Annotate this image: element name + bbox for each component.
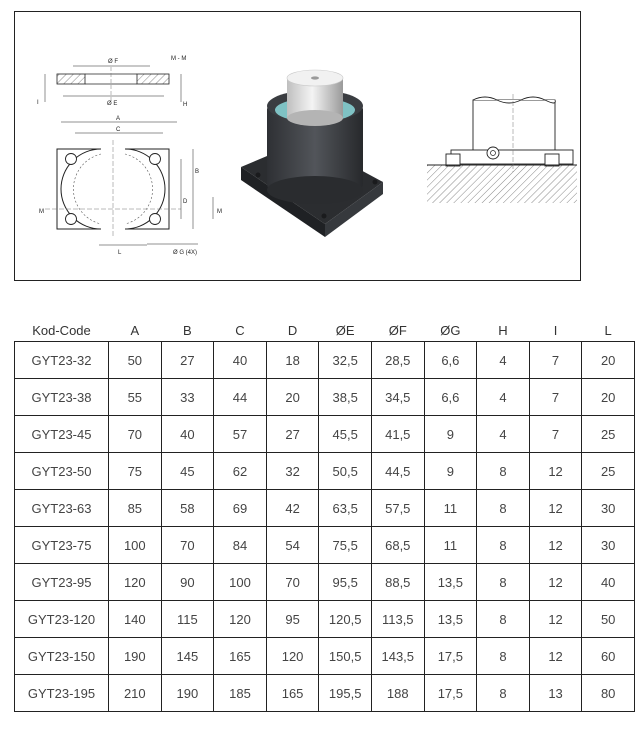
technical-drawing-panel <box>14 11 581 281</box>
section-view <box>37 56 187 108</box>
plan-view <box>39 116 222 256</box>
table-row <box>15 379 635 416</box>
product-render <box>241 70 383 237</box>
value-cell: 190 <box>161 675 214 712</box>
value-cell: 185 <box>214 675 267 712</box>
technical-drawing <box>15 12 582 282</box>
label-h: H <box>183 102 188 108</box>
code-cell: GYT23-63 <box>15 490 109 527</box>
value-cell: 62 <box>214 453 267 490</box>
value-cell: 165 <box>214 638 267 675</box>
code-cell: GYT23-45 <box>15 416 109 453</box>
value-cell: 140 <box>109 601 162 638</box>
value-cell: 8 <box>477 601 530 638</box>
value-cell: 195,5 <box>319 675 372 712</box>
label-section-mm: M - M <box>171 56 187 62</box>
value-cell: 50 <box>582 601 635 638</box>
label-m-left: M <box>39 209 44 215</box>
value-cell: 54 <box>266 527 319 564</box>
value-cell: 12 <box>529 601 582 638</box>
value-cell: 4 <box>477 416 530 453</box>
column-header: L <box>582 319 635 342</box>
label-b: B <box>195 169 200 175</box>
value-cell: 84 <box>214 527 267 564</box>
column-header: I <box>529 319 582 342</box>
value-cell: 25 <box>582 453 635 490</box>
value-cell: 13,5 <box>424 601 477 638</box>
value-cell: 75,5 <box>319 527 372 564</box>
table-row <box>15 453 635 490</box>
value-cell: 120 <box>266 638 319 675</box>
value-cell: 8 <box>477 564 530 601</box>
code-cell: GYT23-50 <box>15 453 109 490</box>
column-header: Kod-Code <box>15 319 109 342</box>
value-cell: 210 <box>109 675 162 712</box>
value-cell: 4 <box>477 379 530 416</box>
label-d: D <box>183 199 188 205</box>
table-row <box>15 564 635 601</box>
value-cell: 100 <box>214 564 267 601</box>
value-cell: 190 <box>109 638 162 675</box>
value-cell: 33 <box>161 379 214 416</box>
label-g: Ø G (4X) <box>173 250 198 256</box>
value-cell: 63,5 <box>319 490 372 527</box>
value-cell: 8 <box>477 638 530 675</box>
value-cell: 90 <box>161 564 214 601</box>
value-cell: 70 <box>266 564 319 601</box>
label-c: C <box>116 127 121 133</box>
table-header-row <box>15 319 635 342</box>
table-body <box>15 342 635 712</box>
value-cell: 28,5 <box>371 342 424 379</box>
value-cell: 75 <box>109 453 162 490</box>
value-cell: 20 <box>582 342 635 379</box>
label-m-right: M <box>217 209 222 215</box>
value-cell: 38,5 <box>319 379 372 416</box>
label-phi-e: Ø E <box>107 101 118 107</box>
code-cell: GYT23-120 <box>15 601 109 638</box>
value-cell: 9 <box>424 453 477 490</box>
table-row <box>15 638 635 675</box>
value-cell: 150,5 <box>319 638 372 675</box>
value-cell: 57,5 <box>371 490 424 527</box>
spec-table <box>14 319 635 712</box>
table-row <box>15 527 635 564</box>
value-cell: 145 <box>161 638 214 675</box>
value-cell: 95 <box>266 601 319 638</box>
value-cell: 40 <box>582 564 635 601</box>
column-header: D <box>266 319 319 342</box>
value-cell: 188 <box>371 675 424 712</box>
value-cell: 9 <box>424 416 477 453</box>
value-cell: 45 <box>161 453 214 490</box>
value-cell: 25 <box>582 416 635 453</box>
value-cell: 70 <box>161 527 214 564</box>
value-cell: 85 <box>109 490 162 527</box>
column-header: A <box>109 319 162 342</box>
value-cell: 45,5 <box>319 416 372 453</box>
value-cell: 7 <box>529 416 582 453</box>
value-cell: 42 <box>266 490 319 527</box>
column-header: ØE <box>319 319 372 342</box>
value-cell: 41,5 <box>371 416 424 453</box>
value-cell: 13,5 <box>424 564 477 601</box>
table-row <box>15 342 635 379</box>
value-cell: 7 <box>529 342 582 379</box>
value-cell: 165 <box>266 675 319 712</box>
value-cell: 40 <box>161 416 214 453</box>
label-l: L <box>118 250 122 256</box>
table-row <box>15 416 635 453</box>
value-cell: 40 <box>214 342 267 379</box>
value-cell: 120,5 <box>319 601 372 638</box>
value-cell: 57 <box>214 416 267 453</box>
table-row <box>15 490 635 527</box>
value-cell: 12 <box>529 527 582 564</box>
value-cell: 18 <box>266 342 319 379</box>
value-cell: 120 <box>214 601 267 638</box>
value-cell: 8 <box>477 527 530 564</box>
value-cell: 80 <box>582 675 635 712</box>
value-cell: 50 <box>109 342 162 379</box>
value-cell: 44 <box>214 379 267 416</box>
value-cell: 32,5 <box>319 342 372 379</box>
value-cell: 30 <box>582 527 635 564</box>
value-cell: 115 <box>161 601 214 638</box>
value-cell: 7 <box>529 379 582 416</box>
value-cell: 120 <box>109 564 162 601</box>
value-cell: 17,5 <box>424 675 477 712</box>
label-phi-f: Ø F <box>108 59 118 65</box>
value-cell: 70 <box>109 416 162 453</box>
value-cell: 88,5 <box>371 564 424 601</box>
table-row <box>15 601 635 638</box>
value-cell: 27 <box>161 342 214 379</box>
value-cell: 32 <box>266 453 319 490</box>
column-header: H <box>477 319 530 342</box>
value-cell: 55 <box>109 379 162 416</box>
column-header: C <box>214 319 267 342</box>
value-cell: 12 <box>529 490 582 527</box>
value-cell: 13 <box>529 675 582 712</box>
column-header: ØG <box>424 319 477 342</box>
label-a: A <box>116 116 121 122</box>
value-cell: 44,5 <box>371 453 424 490</box>
value-cell: 17,5 <box>424 638 477 675</box>
column-header: ØF <box>371 319 424 342</box>
value-cell: 8 <box>477 490 530 527</box>
code-cell: GYT23-150 <box>15 638 109 675</box>
value-cell: 20 <box>266 379 319 416</box>
value-cell: 30 <box>582 490 635 527</box>
code-cell: GYT23-75 <box>15 527 109 564</box>
table-row <box>15 675 635 712</box>
value-cell: 27 <box>266 416 319 453</box>
value-cell: 69 <box>214 490 267 527</box>
value-cell: 58 <box>161 490 214 527</box>
value-cell: 34,5 <box>371 379 424 416</box>
value-cell: 100 <box>109 527 162 564</box>
value-cell: 68,5 <box>371 527 424 564</box>
value-cell: 12 <box>529 638 582 675</box>
value-cell: 60 <box>582 638 635 675</box>
value-cell: 143,5 <box>371 638 424 675</box>
value-cell: 95,5 <box>319 564 372 601</box>
value-cell: 8 <box>477 675 530 712</box>
column-header: B <box>161 319 214 342</box>
installation-view <box>427 94 577 203</box>
code-cell: GYT23-32 <box>15 342 109 379</box>
value-cell: 6,6 <box>424 342 477 379</box>
value-cell: 11 <box>424 527 477 564</box>
value-cell: 12 <box>529 564 582 601</box>
value-cell: 8 <box>477 453 530 490</box>
value-cell: 11 <box>424 490 477 527</box>
code-cell: GYT23-195 <box>15 675 109 712</box>
value-cell: 4 <box>477 342 530 379</box>
value-cell: 50,5 <box>319 453 372 490</box>
code-cell: GYT23-38 <box>15 379 109 416</box>
code-cell: GYT23-95 <box>15 564 109 601</box>
value-cell: 113,5 <box>371 601 424 638</box>
label-i: I <box>37 100 39 106</box>
value-cell: 20 <box>582 379 635 416</box>
value-cell: 6,6 <box>424 379 477 416</box>
value-cell: 12 <box>529 453 582 490</box>
